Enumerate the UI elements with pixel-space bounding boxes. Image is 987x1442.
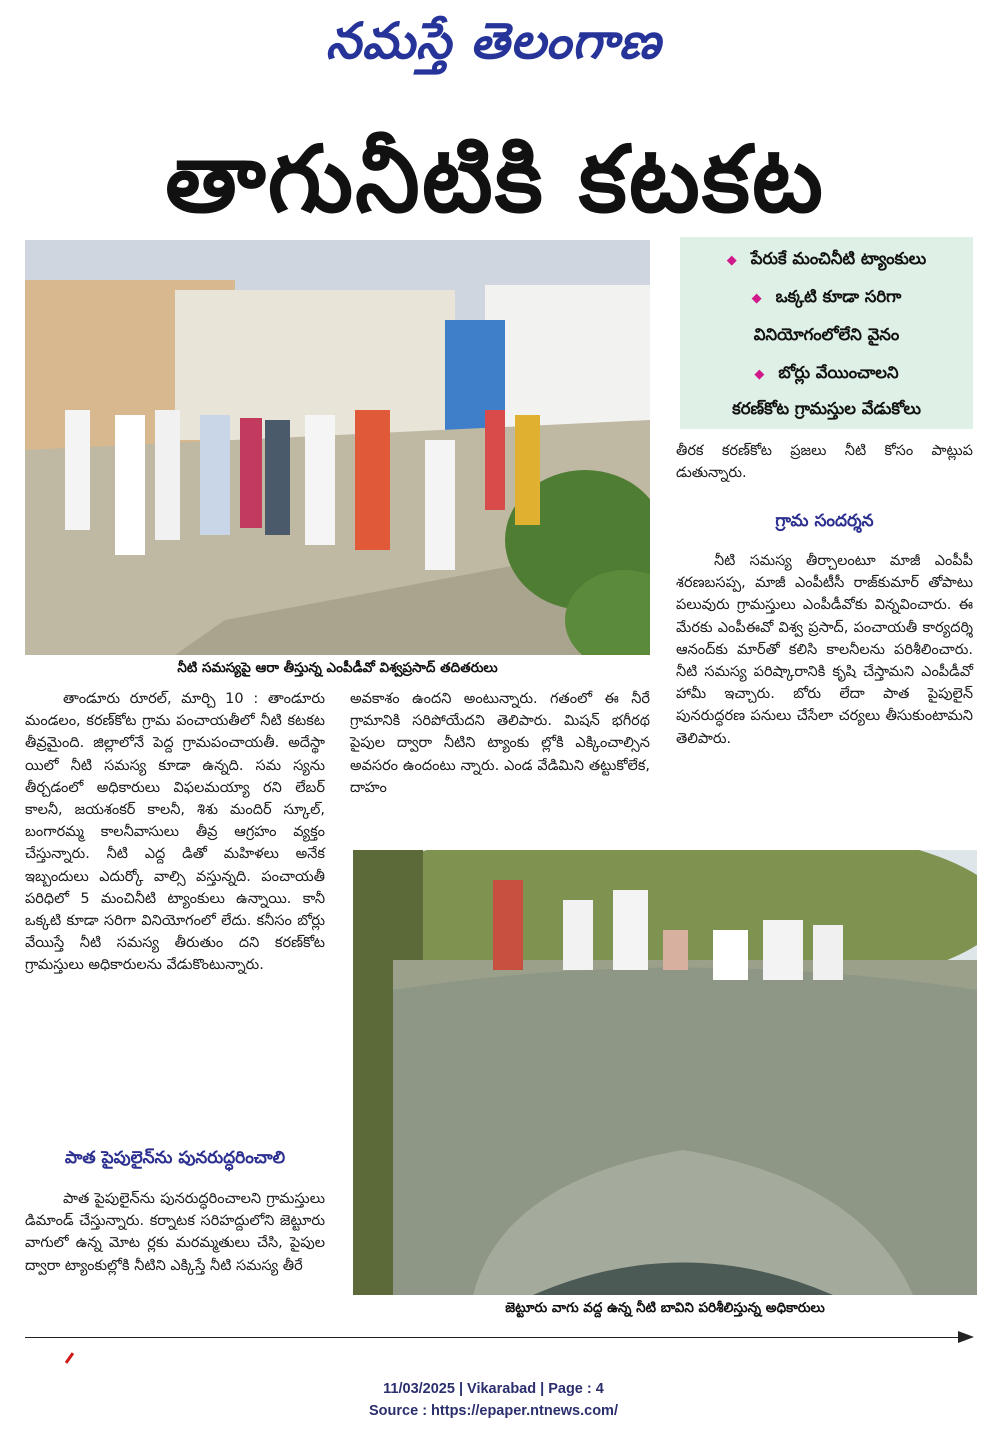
right-column-top-text: తీరక కరణ్‌కోట ప్రజలు నీటి కోసం పాట్లుప డుతున్నారు. (676, 443, 973, 482)
highlight-item-2: ◆ ఒక్కటి కూడా సరిగా (751, 287, 902, 306)
highlight-item-3: ◆ బోర్లు వేయించాలని (754, 363, 899, 382)
photo-villagers-officials (25, 240, 650, 655)
left-column-bottom-paragraph: పాత పైపులైన్‌ను పునరుద్ధరించాలని గ్రామస్తులు డిమాండ్‌ చేస్తున్నారు. కర్నాటక సరిహద్దులోని జెట్టూరు వాగులో ఉన్న మోట ర్లకు మరమ్మతులు చేసి, పైపుల ద్వారా ట్యాంకుల్లోకి నీటిని ఎక్కిస్తే నీటి సమస్య తీరే (25, 1191, 325, 1274)
left-column-paragraph: తాండూరు రూరల్‌, మార్చి 10 : తాండూరు మండలం, కరణ్‌కోట గ్రామ పంచాయతీలో నీటి కటకట తీవ్రమైంది. జిల్లాలోనే పెద్ద గ్రామపంచాయతీ. అదేస్థా యిలో నీటి సమస్య కూడా ఉన్నది. సమ స్యను తీర్చడంలో అధికారులు విఫలమయ్యా రని లేబర్‌ కాలనీ, జయశంకర్‌ కాలనీ, శిశు మందిర్‌ స్కూల్‌, బంగారమ్మ కాలనీవాసులు తీవ్ర ఆగ్రహం వ్యక్తం చేస్తున్నారు. నీటి ఎద్ద డితో మహిళలు అనేక ఇబ్బందులు ఎదుర్కో వాల్సి వస్తున్నది. పంచాయతీ పరిధిలో 5 మంచినీటి ట్యాంకులు ఉన్నాయి. కానీ ఒక్కటి కూడా సరిగా వినియోగంలో లేదు. కనీసం బోర్లు వేయిస్తే నీటి సమస్య తీరుతుం దని కరణ్‌కోట గ్రామస్తులు అధికారులను వేడుకొంటున్నారు. (25, 691, 325, 974)
photo-well-inspection (353, 850, 977, 1295)
left-column-bottom (25, 1188, 325, 1277)
right-column-body (676, 550, 973, 750)
arrow-right-icon (958, 1331, 974, 1343)
diamond-bullet-icon: ◆ (726, 253, 737, 268)
footer-source-link[interactable]: Source : https://epaper.ntnews.com/ (369, 1403, 618, 1419)
left-column-body (25, 688, 325, 977)
highlights-box (680, 237, 973, 429)
highlight-item-3-cont: కరణ్‌కోట గ్రామస్తుల వేడుకోలు (732, 399, 921, 418)
photo2-caption: జెట్టూరు వాగు వద్ద ఉన్న నీటి బావిని పరిశీలిస్తున్న అధికారులు (353, 1297, 977, 1319)
photo1-caption: నీటి సమస్యపై ఆరా తీస్తున్న ఎంపీడీవో విశ్వప్రసాద్‌ తదితరులు (25, 657, 650, 679)
subhead-village-visit: గ్రామ సందర్శన (775, 511, 874, 531)
middle-column-body (350, 688, 650, 799)
bottom-rule (25, 1337, 965, 1338)
footer-date-edition: 11/03/2025 | Vikarabad | Page : 4 (383, 1381, 604, 1397)
diamond-bullet-icon: ◆ (751, 291, 762, 306)
red-tick-mark (65, 1352, 74, 1364)
highlight-item-2-cont: వినియోగంలోలేని వైనం (753, 325, 900, 344)
headline: తాగునీటికి కటకట (165, 126, 825, 233)
subhead-pipeline: పాత పైపులైన్‌ను పునరుద్ధరించాలి (64, 1148, 286, 1168)
diamond-bullet-icon: ◆ (754, 367, 765, 382)
middle-column-paragraph: అవకాశం ఉందని అంటున్నారు. గతంలో ఈ నీరే గ్రామానికి సరిపోయేదని తెలిపారు. మిషన్‌ భగీరథ పైపుల ద్వారా నీటిని ట్యాంకు ల్లోకి ఎక్కించాల్సిన అవసరం ఉందంటు న్నారు. ఎండ వేడిమిని తట్టుకోలేక, దాహం (350, 691, 650, 796)
newspaper-masthead: నమస్తే తెలంగాణ (325, 12, 662, 70)
right-column-paragraph: నీటి సమస్య తీర్చాలంటూ మాజీ ఎంపీపీ శరణబసప్ప, మాజీ ఎంపీటీసీ రాజ్‌కుమార్‌ తోపాటు పలువురు గ్రామస్తులు ఎంపీడీవోకు విన్నవించారు. ఈ మేరకు ఎంపీఈవో విశ్వ ప్రసాద్‌, పంచాయతీ కార్యదర్శి ఆనంద్‌కు మార్‌తో కలిసి కాలనీలను పరిశీలించారు. నీటి సమస్య పరిష్కారానికి కృషి చేస్తామని ఎంపీడీవో హామీ ఇచ్చారు. బోరు లేదా పాత పైపులైన్‌ పునరుద్ధరణ పనులు చేసేలా చర్యలు తీసుకుంటామని తెలిపారు. (676, 553, 973, 747)
highlight-item-1: ◆ పేరుకే మంచినీటి ట్యాంకులు (726, 249, 927, 268)
